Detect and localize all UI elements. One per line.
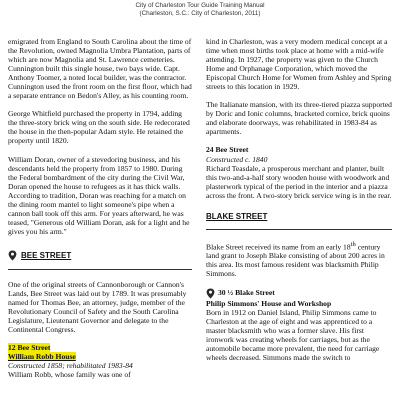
page-header: [0, 0, 400, 30]
paragraph: emigrated from England to South Carolina about the time of the Revolution, owned Magnolia Umbra Plantation, parts of which are now Magnolia and St. Lawrence cemeteries. Cunnington built this single house, two bays wide. Capt. Anthony Toomer, a noted local builder, was the contractor. Cunnington used the front room on the first floor, which had a separate entrance on Bedon's Alley, as his counting room.: [8, 37, 192, 101]
entry-address: 24 Bee Street: [206, 145, 249, 155]
divider: [206, 229, 392, 230]
divider: [8, 269, 192, 270]
paragraph: The Italianate mansion, with its three-tiered piazza supported by Doric and Ionic columns, bracketed cornice, brick quoins and elaborate doorways, was rehabilitated in 1983-84 as apartments.: [206, 100, 392, 137]
section-heading-bee-street: [8, 250, 192, 261]
paragraph: One of the original streets of Cannonborough or Cannon's Lands, Bee Street was laid out by 1789. It was presumably named for Thomas Bee, an attorney, judge, member of the Revolutionary Council of Safety and the South Carolina Legislature, Lieutenant Governor and delegate to the Continental Congress.: [8, 279, 187, 335]
entry-12-bee-street: [8, 343, 192, 379]
header-title: City of Charleston Tour Guide Training Manual: [135, 2, 265, 9]
paragraph: kind in Charleston, was a very modern medical concept at a time when most births took place at home with a mid-wife attending. In 1927, the property was given to the Church Home and Orphanage Corporation, which moved the Episcopal Church Home for Women from Ashley and Spring streets to this location in 1929.: [206, 37, 392, 92]
entry-text: Born in 1912 on Daniel Island, Philip Simmons came to Charleston at the age of eight and was apprenticed to a master blacksmith who was a former slave. His first ironwork was creating wheels for carriages, but as the automobile became more prevalent, the need for carriage wheels decreased. Simmons made the switch to: [206, 307, 380, 362]
entry-address: 30 ½ Blake Street: [218, 288, 275, 298]
paragraph: Blake Street received its name from an early 18th century land grant to Joseph Blake consisting of about 200 acres in this area. Its most famous resident was blacksmith Philip Simmons.: [206, 240, 385, 279]
entry-text: William Robb, whose family was one of: [8, 370, 131, 380]
header-citation: (Charleston, S.C.: City of Charleston, 2011): [139, 9, 261, 17]
entry-address: 12 Bee Street: [8, 343, 51, 353]
entry-date: Constructed c. 1840: [206, 154, 268, 164]
entry-24-bee-street: [206, 145, 392, 199]
section-title: BLAKE STREET: [206, 211, 268, 221]
paragraph: George Whitfield purchased the property in 1794, adding the three-story brick wing on the south side. He redecorated the house in the then-popular Adam style. He retained the property until 1820.: [8, 109, 190, 146]
right-column: [206, 37, 392, 362]
paragraph: William Doran, owner of a stevedoring business, and his descendants held the property from 1857 to 1980. During the Federal bombardment of the city during the Civil War, Doran opened the house to refugees as it has thick walls. According to tradition, Doran was reaching for a match on the dining room mantel to light someone's pipe when a cannon ball took off this arm. For years afterward, he was teased, "Generous old William Doran, ask for a light and he gives you his arm.": [8, 154, 190, 236]
map-pin-icon: [206, 288, 215, 299]
entry-30-half-blake-street: [206, 288, 392, 362]
entry-name: Philip Simmons' House and Workshop: [206, 298, 332, 308]
entry-date: Constructed 1858; rehabilitated 1983-84: [8, 361, 133, 371]
left-column: [8, 37, 192, 379]
map-pin-icon: [8, 250, 17, 261]
section-heading-blake-street: [206, 212, 392, 221]
entry-text: Richard Teasdale, a prosperous merchant and planter, built this two-and-a-half story wooden house with woodwork and plasterwork typical of the period in the interior and a piazza across the front. A two-story brick service wing is in the rear.: [206, 163, 392, 200]
section-title: BEE STREET: [21, 250, 72, 260]
entry-name: William Robb House: [8, 352, 76, 362]
